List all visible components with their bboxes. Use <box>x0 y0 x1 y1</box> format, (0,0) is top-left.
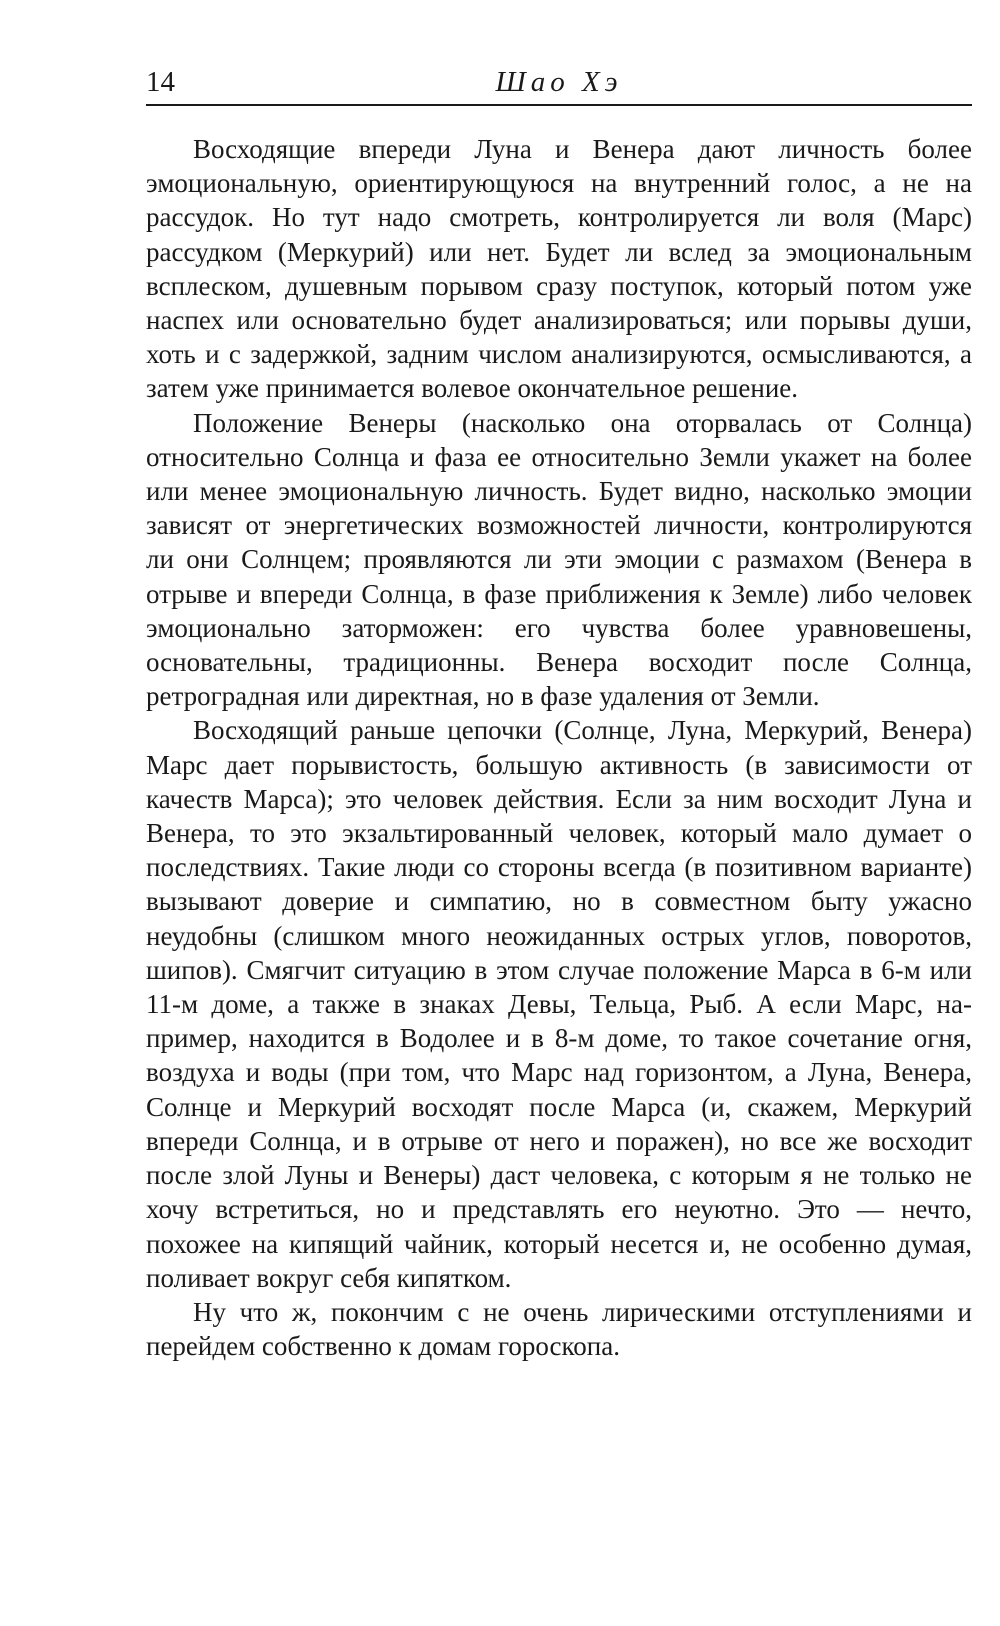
page-number: 14 <box>146 66 175 98</box>
book-page <box>146 62 972 1363</box>
paragraph: Восходящие впереди Луна и Венера дают личность более эмоциональную, ориентирующуюся на внутренний голос, а не на рассудок. Но тут надо смотреть, контролируется ли воля (Марс) рассудком (Меркурий) или нет. Будет ли вслед за эмоциональным всплеском, душевным порывом сразу поступок, который потом уже наспех или основательно будет анализироваться; или порывы души, хоть и с задержкой, задним числом анализируются, осмысливаются, а затем уже принимается волевое окончательное решение. <box>146 134 972 404</box>
paragraph: Положение Венеры (насколько она оторвалась от Солнца) относительно Солнца и фаза ее относительно Земли укажет на более или менее эмоциональную личность. Будет видно, насколько эмоции зависят от энергетических возможностей личности, контролируются ли они Солнцем; проявляются ли эти эмоции с размахом (Венера в отрыве и впереди Солнца, в фазе приближения к Земле) либо человек эмоционально заторможен: его чувства более уравновешены, основательны, традиционны. Венера восходит после Солнца, ретроградная или директная, но в фазе удаления от Земли. <box>146 407 972 712</box>
running-title: Шао Хэ <box>495 66 623 98</box>
body-text <box>146 132 972 1363</box>
paragraph: Восходящий раньше цепочки (Солнце, Луна, Меркурий, Венера) Марс дает порывистость, большую активность (в зависимости от качеств Марса); это человек действия. Если за ним восходит Луна и Венера, то это экзальтированный человек, который мало думает о последствиях. Такие люди со стороны всегда (в позитивном варианте) вызывают доверие и симпатию, но в совместном быту ужасно неудобны (слишком много неожиданных острых углов, поворотов, шипов). Смягчит ситуацию в этом случае положение Марса в 6-м или 11-м доме, а также в знаках Девы, Тельца, Рыб. А если Марс, например, находится в Водолее и в 8-м доме, то такое сочетание огня, воздуха и воды (при том, что Марс над горизонтом, а Луна, Венера, Солнце и Меркурий восходят после Марса (и, скажем, Меркурий впереди Солнца, и в отрыве от него и поражен), но все же восходит после злой Луны и Венеры) даст человека, с которым я не только не хочу встретиться, но и представлять его неуютно. Это — нечто, похожее на кипящий чайник, который несется и, не особенно думая, поливает вокруг себя кипятком. <box>146 715 972 1293</box>
paragraph: Ну что ж, покончим с не очень лирическими отступлениями и перейдем собственно к домам гороскопа. <box>146 1296 972 1362</box>
running-head <box>146 62 972 106</box>
